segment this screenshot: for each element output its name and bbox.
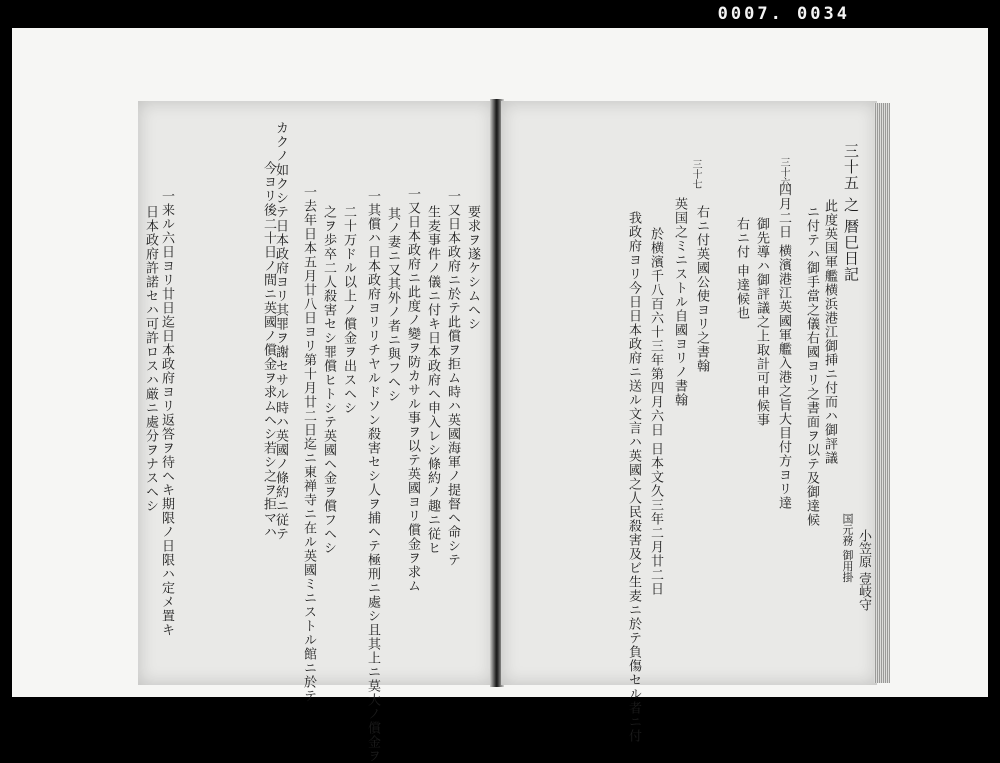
left-col-6: 一其償ハ日本政府ヨリリチヤルドソン殺害セシ人ヲ捕ヘテ極刑ニ處シ且其上ニ莫大ノ償金ヲ <box>365 189 380 763</box>
left-col-13: 日本政府許諾セハ可許ロスハ厳ニ處分ヲナスヘシ <box>143 205 158 513</box>
open-book <box>138 101 890 763</box>
right-col-9: 右ニ付 申達候也 <box>734 217 749 321</box>
right-col-6: 英国之ミニストル自國ヨリノ書翰 <box>672 197 687 407</box>
right-heading: 三十五 之 暦巳日記 <box>842 143 860 283</box>
left-page <box>138 101 494 763</box>
left-col-11: 要求ヲ遂ケシムヘシ <box>465 205 480 331</box>
signature-author: 小笠原 壹岐守 <box>856 529 871 612</box>
left-col-10: 一又日本政府ニ於テ此償ヲ拒ム時ハ英國海軍ノ提督ヘ命シテ <box>445 189 460 567</box>
left-col-2: 今ヨリ後二十日ノ間ニ英國ノ償金ヲ求ムヘシ若シ之ヲ拒マハ <box>261 161 276 539</box>
frame-number: 0007. 0034 <box>717 4 850 24</box>
left-col-3: 一去年日本五月廿八日ヨリ第十月廿二日迄ニ東禅寺ニ在ル英國ミニストル館ニ於テ <box>301 185 316 703</box>
right-col-3: 四月二日 横濱港江英國軍艦入港之旨大目付方ヨリ達 <box>776 183 791 511</box>
left-col-7: 其ノ妻ニ又其外ノ者ニ與フヘシ <box>385 207 400 403</box>
left-col-5: 二十万ドル以上ノ償金ヲ出スヘシ <box>341 205 356 415</box>
left-col-9: 生麦事件ノ儀ニ付キ日本政府ヘ申入レシ條約ノ趣ニ従ヒ <box>425 205 440 555</box>
left-col-1: カクノ如クシテ日本政府ヨリ其罪ヲ謝セサル時ハ英國ノ條約ニ従テ <box>273 121 288 541</box>
right-col-8: 御先導ハ御評議之上取計可申候事 <box>754 217 769 427</box>
right-page <box>501 101 877 743</box>
right-col-4: 於横濱千八百六十三年第四月六日 日本文久三年二月廿二日 <box>648 227 663 597</box>
left-col-8: 一又日本政府ニ此度ノ變ヲ防カサル事ヲ以テ英國ヨリ償金ヲ求ム <box>405 187 420 593</box>
right-col-2: ニ付テハ御手當之儀右國ヨリ之書面ヲ以テ及御達候 <box>804 205 819 527</box>
item-number-36: 三十六 <box>778 157 789 187</box>
signature-role: 国元務 御用掛 <box>841 513 854 583</box>
right-col-1: 此度英国軍艦横浜港江御挿ニ付而ハ御評議 <box>822 199 837 465</box>
right-col-5: 右ニ付英國公使ヨリ之書翰 <box>694 205 709 373</box>
left-col-4: 之ヲ歩卒二人殺害セシ罪償ヒトシテ英國ヘ金ヲ償フヘシ <box>321 205 336 555</box>
page-edges <box>874 103 890 683</box>
right-col-7: 我政府ヨリ今日日本政府ニ送ル文言ハ英國之人民殺害及ビ生麦ニ於テ負傷セル者ニ付 <box>626 211 641 743</box>
item-number-37: 三十七 <box>690 159 701 189</box>
photo-mount <box>12 28 988 763</box>
left-col-12: 一来ル六日ヨリ廿日迄日本政府ヨリ返答ヲ待ヘキ期限ノ日限ハ定メ置キ <box>159 189 174 637</box>
